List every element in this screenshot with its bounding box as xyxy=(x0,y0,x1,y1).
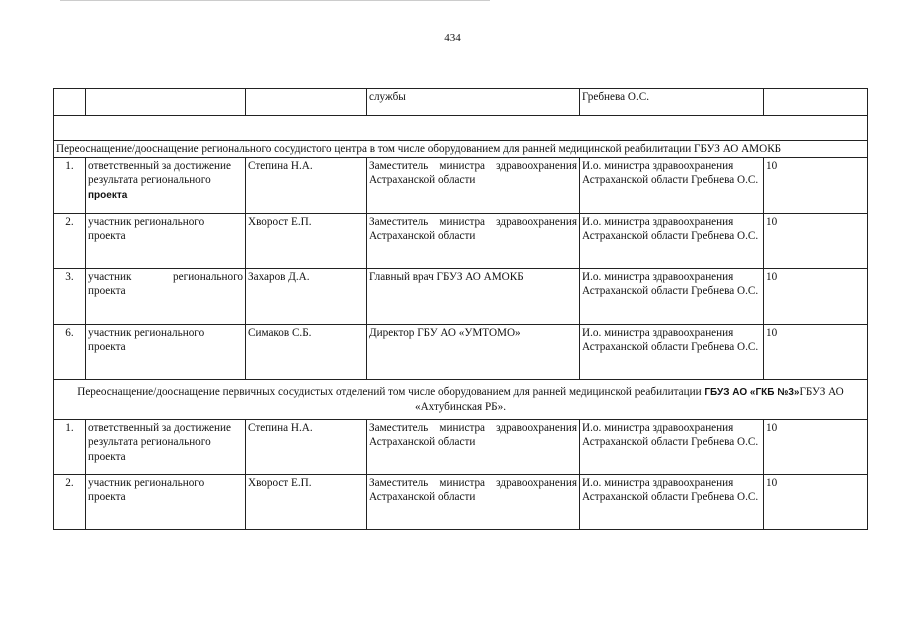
cell-workload xyxy=(764,89,868,116)
cell-supervisor: И.о. министра здравоохранения Астраханской области Гребнева О.С. xyxy=(580,419,764,474)
cell-role xyxy=(86,89,246,116)
cell-supervisor: И.о. министра здравоохранения Астраханской области Гребнева О.С. xyxy=(580,157,764,213)
cell-name: Хворост Е.П. xyxy=(246,474,367,529)
cell-workload: 10 xyxy=(764,157,868,213)
section-title xyxy=(54,379,868,419)
cell-supervisor: И.о. министра здравоохранения Астраханской области Гребнева О.С. xyxy=(580,268,764,324)
cell-num: 1. xyxy=(54,419,86,474)
cell-role xyxy=(86,157,246,213)
cell-num: 3. xyxy=(54,268,86,324)
section-title-bold: ГБУЗ АО «ГКБ №3» xyxy=(704,386,800,398)
page-number: 434 xyxy=(444,32,461,44)
cell-num: 2. xyxy=(54,474,86,529)
table-row xyxy=(54,268,868,324)
cell-workload: 10 xyxy=(764,419,868,474)
role-bold-text: проекта xyxy=(88,189,128,201)
section-heading-row xyxy=(54,141,868,158)
cell-num: 2. xyxy=(54,213,86,268)
cell-role: ответственный за достижение результата регионального проекта xyxy=(86,419,246,474)
cell-supervisor: И.о. министра здравоохранения Астраханской области Гребнева О.С. xyxy=(580,324,764,379)
cell-name: Захаров Д.А. xyxy=(246,268,367,324)
cell-position: Заместитель министра здравоохранения Астраханской области xyxy=(367,474,580,529)
cell-position: Директор ГБУ АО «УМТОМО» xyxy=(367,324,580,379)
cell-role: участник регионального проекта xyxy=(86,268,246,324)
section-title: Переоснащение/дооснащение регионального сосудистого центра в том числе оборудованием для ранней медицинской реабилитации ГБУЗ АО АМОКБ xyxy=(54,141,868,158)
cell-workload: 10 xyxy=(764,213,868,268)
cell-name: Хворост Е.П. xyxy=(246,213,367,268)
section-title-part: ГБУЗ АО «Ахтубинская РБ». xyxy=(414,385,844,413)
table-row xyxy=(54,324,868,379)
cell-workload: 10 xyxy=(764,474,868,529)
table-row xyxy=(54,157,868,213)
section-heading-row xyxy=(54,379,868,419)
table-row xyxy=(54,89,868,116)
role-text: ответственный за достижение результата регионального xyxy=(88,159,231,186)
cell-position: службы xyxy=(367,89,580,116)
cell-name: Степина Н.А. xyxy=(246,157,367,213)
cell-num xyxy=(54,89,86,116)
cell-position: Заместитель министра здравоохранения Астраханской области xyxy=(367,213,580,268)
table-row xyxy=(54,213,868,268)
cell-supervisor: И.о. министра здравоохранения Астраханской области Гребнева О.С. xyxy=(580,213,764,268)
cell-name: Симаков С.Б. xyxy=(246,324,367,379)
cell-name: Степина Н.А. xyxy=(246,419,367,474)
cell-role: участник регионального проекта xyxy=(86,474,246,529)
cell-position: Главный врач ГБУЗ АО АМОКБ xyxy=(367,268,580,324)
cell-supervisor: И.о. министра здравоохранения Астраханской области Гребнева О.С. xyxy=(580,474,764,529)
cell-position: Заместитель министра здравоохранения Астраханской области xyxy=(367,419,580,474)
section-title-part: Переоснащение/дооснащение первичных сосудистых отделений том числе оборудованием для ранней медицинской реабилитации xyxy=(77,385,705,398)
responsibility-table xyxy=(53,88,868,530)
cell-role: участник регионального проекта xyxy=(86,213,246,268)
cell-name xyxy=(246,89,367,116)
table-row xyxy=(54,474,868,529)
scan-top-line xyxy=(60,0,490,4)
cell-workload: 10 xyxy=(764,268,868,324)
cell-role: участник регионального проекта xyxy=(86,324,246,379)
cell-position: Заместитель министра здравоохранения Астраханской области xyxy=(367,157,580,213)
cell-num: 6. xyxy=(54,324,86,379)
cell-num: 1. xyxy=(54,157,86,213)
cell-workload: 10 xyxy=(764,324,868,379)
table-row xyxy=(54,419,868,474)
cell-supervisor: Гребнева О.С. xyxy=(580,89,764,116)
empty-row xyxy=(54,116,868,141)
